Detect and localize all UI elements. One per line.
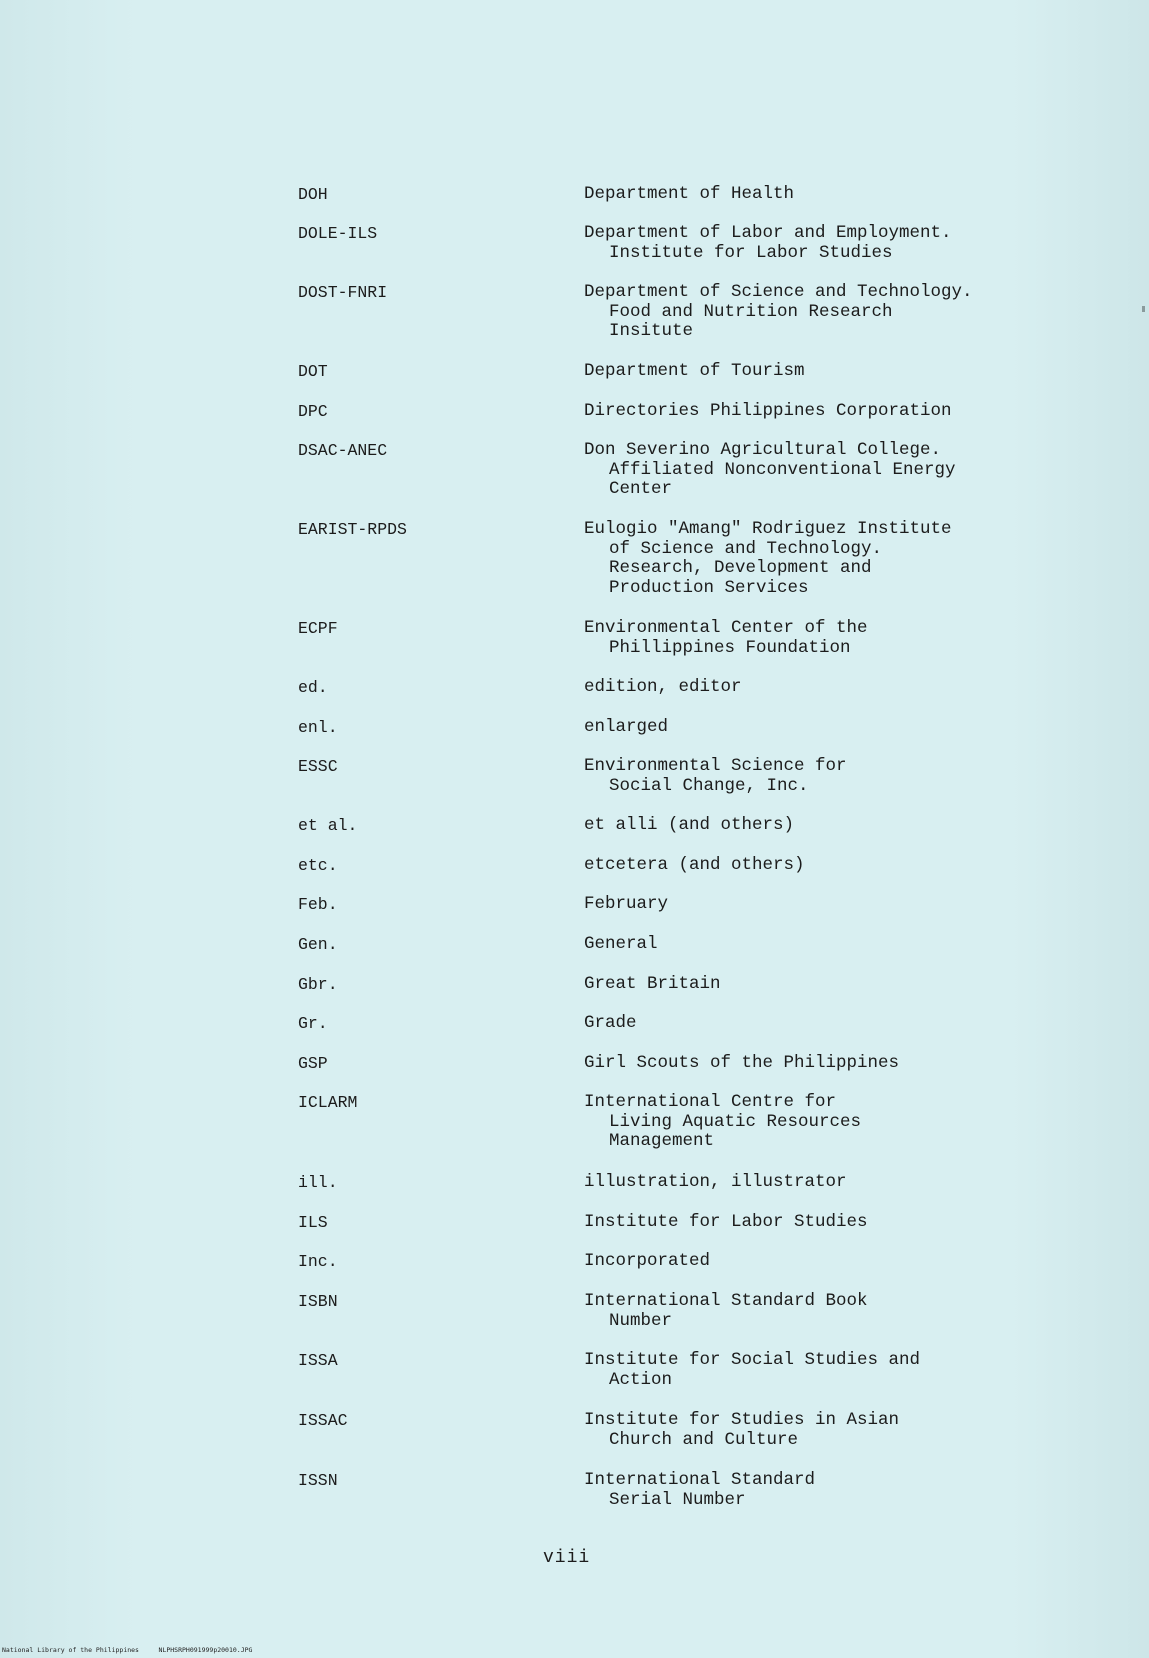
abbreviation: DOLE-ILS <box>298 224 378 243</box>
page-number: viii <box>543 1548 591 1568</box>
definition: Department of Science and Technology. Food and Nutrition Research Insitute <box>584 282 973 341</box>
abbreviation: ILS <box>298 1213 328 1232</box>
definition: Institute for Studies in Asian Church and Culture <box>584 1410 900 1450</box>
abbreviation: ESSC <box>298 757 338 776</box>
abbreviation: EARIST-RPDS <box>298 520 407 539</box>
abbreviation: ISBN <box>298 1292 338 1311</box>
definition: International Standard Serial Number <box>584 1470 816 1510</box>
abbreviation: Feb. <box>298 895 338 914</box>
abbreviation: ISSA <box>298 1351 338 1370</box>
definition: Great Britain <box>584 974 721 994</box>
abbreviation: ECPF <box>298 619 338 638</box>
abbreviation: ed. <box>298 678 328 697</box>
abbreviation: Gbr. <box>298 975 338 994</box>
definition: Eulogio "Amang" Rodriguez Institute of Science and Technology. Research, Development and Production Services <box>584 519 952 598</box>
scan-footer: National Library of the Philippines NLPHSRPH091999p20010.JPG <box>2 1646 253 1654</box>
definition: illustration, illustrator <box>584 1172 847 1192</box>
abbreviation: GSP <box>298 1054 328 1073</box>
abbreviation: ISSAC <box>298 1411 348 1430</box>
abbreviation: ISSN <box>298 1471 338 1490</box>
definition: General <box>584 934 658 954</box>
definition: et alli (and others) <box>584 815 795 835</box>
abbreviation: DOST-FNRI <box>298 283 388 302</box>
abbreviation: etc. <box>298 856 338 875</box>
definition: Department of Health <box>584 184 795 204</box>
definition: February <box>584 894 669 914</box>
definition: Environmental Center of the Phillippines Foundation <box>584 618 868 658</box>
definition: Don Severino Agricultural College. Affiliated Nonconventional Energy Center <box>584 440 956 499</box>
scan-edge-mark <box>1142 306 1145 312</box>
abbreviation: DOH <box>298 185 328 204</box>
definition: Environmental Science for Social Change, Inc. <box>584 756 847 796</box>
definition: Institute for Labor Studies <box>584 1212 868 1232</box>
definition: edition, editor <box>584 677 742 697</box>
abbreviation: ICLARM <box>298 1093 358 1112</box>
abbreviation: Inc. <box>298 1252 338 1271</box>
definition: enlarged <box>584 717 669 737</box>
definition: Grade <box>584 1013 637 1033</box>
definition: Incorporated <box>584 1251 711 1271</box>
definition: International Standard Book Number <box>584 1291 868 1331</box>
definition: Girl Scouts of the Philippines <box>584 1053 900 1073</box>
abbreviation: enl. <box>298 718 338 737</box>
abbreviation: Gen. <box>298 935 338 954</box>
abbreviation: DOT <box>298 362 328 381</box>
definition: Institute for Social Studies and Action <box>584 1350 921 1390</box>
abbreviation: ill. <box>298 1173 338 1192</box>
definition: etcetera (and others) <box>584 855 805 875</box>
definition: International Centre for Living Aquatic Resources Management <box>584 1092 862 1151</box>
abbreviation: DSAC-ANEC <box>298 441 388 460</box>
definition: Department of Labor and Employment. Institute for Labor Studies <box>584 223 952 263</box>
definition: Department of Tourism <box>584 361 805 381</box>
abbreviation: et al. <box>298 816 358 835</box>
abbreviation: Gr. <box>298 1014 328 1033</box>
definition: Directories Philippines Corporation <box>584 401 952 421</box>
abbreviation: DPC <box>298 402 328 421</box>
